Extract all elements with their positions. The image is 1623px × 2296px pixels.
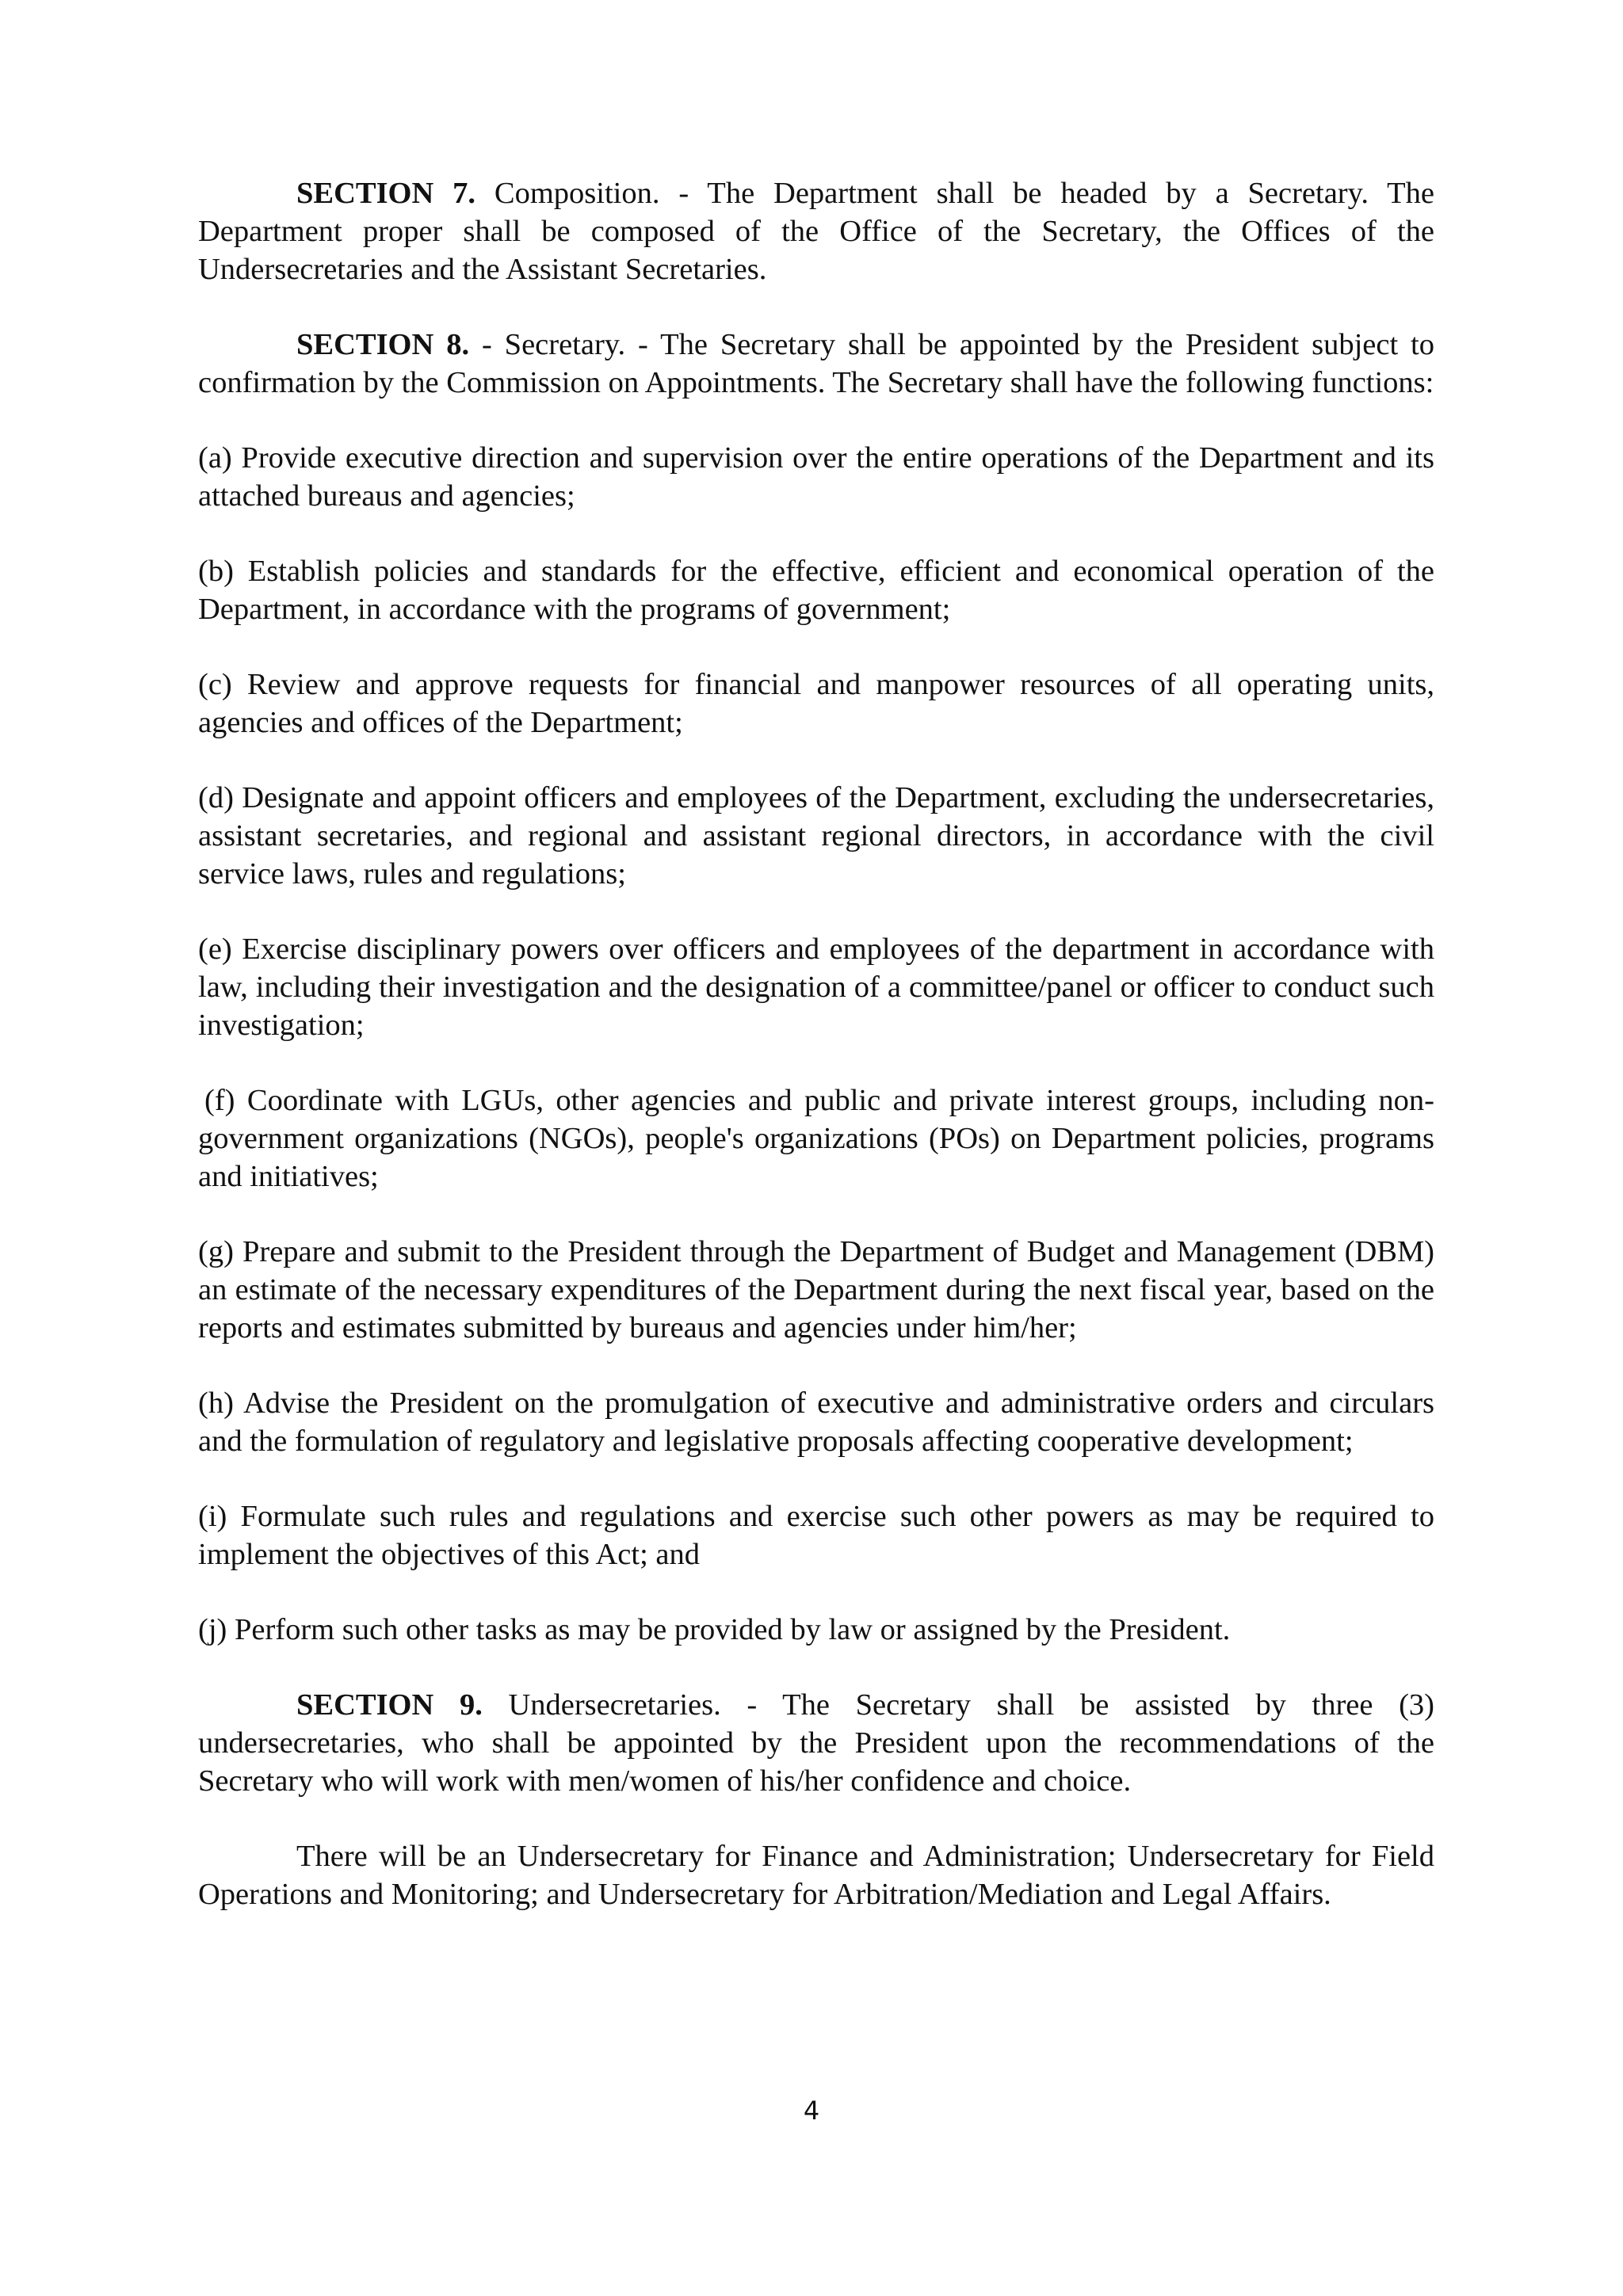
document-body [198, 174, 1434, 1951]
function-item-d: (d) Designate and appoint officers and employees of the Department, excluding the undersecretaries, assistant secretaries, and regional and assistant regional directors, in accordance with the civil service laws, rules and regulations; [198, 781, 1434, 891]
section-8-text: - Secretary. - The Secretary shall be appointed by the President subject to confirmation by the Commission on Appointments. The Secretary shall have the following functions: [198, 328, 1434, 399]
function-item-c: (c) Review and approve requests for financial and manpower resources of all operating units, agencies and offices of the Department; [198, 668, 1434, 739]
section-8-paragraph [198, 326, 1434, 402]
section-7-paragraph [198, 174, 1434, 288]
section-7-text: Composition. - The Department shall be headed by a Secretary. The Department proper shall be composed of the Office of the Secretary, the Offices of the Undersecretaries and the Assistant Secretaries. [198, 177, 1435, 286]
section-9-paragraph [198, 1686, 1434, 1800]
function-item-a: (a) Provide executive direction and supervision over the entire operations of the Department and its attached bureaus and agencies; [198, 441, 1434, 513]
function-item-f: (f) Coordinate with LGUs, other agencies and public and private interest groups, including non-government organizations (NGOs), people's organizations (POs) on Department policies, programs and initiatives; [198, 1084, 1434, 1193]
section-9-text: Undersecretaries. - The Secretary shall be assisted by three (3) undersecretaries, who shall be appointed by the President upon the recommendations of the Secretary who will work with men/women of his/her confidence and choice. [198, 1688, 1434, 1798]
undersecretaries-paragraph: There will be an Undersecretary for Finance and Administration; Undersecretary for Field Operations and Monitoring; and Undersecretary for Arbitration/Mediation and Legal Affairs. [198, 1840, 1434, 1911]
section-7-label: SECTION 7. [296, 177, 476, 210]
function-item-h: (h) Advise the President on the promulgation of executive and administrative orders and circulars and the formulation of regulatory and legislative proposals affecting cooperative development; [198, 1386, 1434, 1458]
section-9-label: SECTION 9. [296, 1688, 483, 1722]
function-item-b: (b) Establish policies and standards for the effective, efficient and economical operation of the Department, in accordance with the programs of government; [198, 555, 1434, 626]
function-item-e: (e) Exercise disciplinary powers over officers and employees of the department in accordance with law, including their investigation and the designation of a committee/panel or officer to conduct such investigation; [198, 933, 1434, 1042]
function-item-j: (j) Perform such other tasks as may be provided by law or assigned by the President. [198, 1613, 1231, 1646]
page-number: 4 [803, 2096, 820, 2126]
function-item-i: (i) Formulate such rules and regulations and exercise such other powers as may be required to implement the objectives of this Act; and [198, 1500, 1434, 1571]
section-8-label: SECTION 8. [296, 328, 470, 361]
function-item-g: (g) Prepare and submit to the President through the Department of Budget and Management (DBM) an estimate of the necessary expenditures of the Department during the next fiscal year, based on the reports and estimates submitted by bureaus and agencies under him/her; [198, 1235, 1434, 1344]
